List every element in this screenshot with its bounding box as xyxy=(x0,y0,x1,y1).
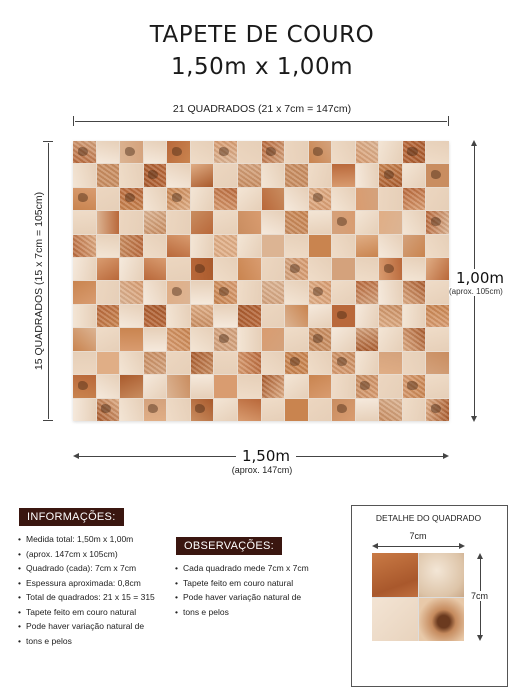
rug-tile xyxy=(262,188,285,210)
rug-tile xyxy=(285,211,308,233)
rug-tile xyxy=(238,281,261,303)
rug-tile xyxy=(144,281,167,303)
rug-tile xyxy=(238,141,261,163)
rug-tile xyxy=(379,258,402,280)
detail-arrow-left-icon xyxy=(372,543,378,549)
info-list xyxy=(18,532,168,648)
rug-tile xyxy=(120,375,143,397)
info-item: • Pode haver variação natural de xyxy=(18,619,168,634)
rug-tile xyxy=(356,352,379,374)
rug-tile xyxy=(238,328,261,350)
rug-tile xyxy=(379,281,402,303)
rug-tile xyxy=(144,305,167,327)
top-dimension-line xyxy=(75,121,447,122)
rug-tile xyxy=(144,188,167,210)
rug-tile xyxy=(332,375,355,397)
rug-tile xyxy=(356,211,379,233)
rug-tile xyxy=(262,141,285,163)
rug-tile xyxy=(426,305,449,327)
rug-tile xyxy=(97,375,120,397)
rug-tile xyxy=(403,281,426,303)
rug-tile xyxy=(309,328,332,350)
info-heading: INFORMAÇÕES: xyxy=(19,508,124,526)
rug-tile xyxy=(379,188,402,210)
rug-tile xyxy=(356,328,379,350)
rug-tile xyxy=(403,305,426,327)
rug-tile xyxy=(97,281,120,303)
rug-tile xyxy=(73,141,96,163)
observation-item: • Pode haver variação natural de xyxy=(175,590,335,605)
rug-tile xyxy=(144,258,167,280)
width-arrow-right-icon xyxy=(443,453,449,459)
rug-tile xyxy=(403,235,426,257)
rug-tile xyxy=(97,352,120,374)
rug-tile xyxy=(144,375,167,397)
rug-tile xyxy=(73,164,96,186)
rug-tile xyxy=(332,235,355,257)
detail-tile xyxy=(372,553,418,597)
side-dimension-line xyxy=(48,143,49,419)
rug-tile xyxy=(97,399,120,421)
rug-tile xyxy=(238,188,261,210)
rug-tile xyxy=(426,375,449,397)
rug-tile xyxy=(379,141,402,163)
rug-tile xyxy=(262,375,285,397)
rug-tile xyxy=(403,328,426,350)
rug-tile xyxy=(120,188,143,210)
rug-tile xyxy=(214,141,237,163)
rug-tile xyxy=(238,375,261,397)
rug-tile xyxy=(379,164,402,186)
detail-width-line xyxy=(377,546,459,547)
rug-tile xyxy=(403,352,426,374)
rug-tile xyxy=(167,211,190,233)
rug-tile xyxy=(309,352,332,374)
rug-tile xyxy=(332,141,355,163)
rug-tile xyxy=(97,328,120,350)
rug-tile xyxy=(167,188,190,210)
observations-heading: OBSERVAÇÕES: xyxy=(176,537,282,555)
rug-tile xyxy=(426,328,449,350)
rug-tile xyxy=(144,235,167,257)
rug-tile xyxy=(332,399,355,421)
rug-tile xyxy=(167,399,190,421)
rug-tile xyxy=(73,375,96,397)
rug-tile xyxy=(73,188,96,210)
rug-tile xyxy=(285,375,308,397)
rug-tile xyxy=(214,211,237,233)
rug-tile xyxy=(191,188,214,210)
rug-tile xyxy=(309,164,332,186)
rug-tile xyxy=(214,235,237,257)
height-arrow-up-icon xyxy=(471,140,477,146)
rug-tile xyxy=(356,141,379,163)
detail-square-sample xyxy=(372,553,464,641)
rug-tile xyxy=(238,258,261,280)
height-value: 1,00m xyxy=(456,269,505,287)
rug-tile xyxy=(379,305,402,327)
rug-tile xyxy=(426,164,449,186)
height-approx: (aprox. 105cm) xyxy=(449,287,503,296)
page-title: TAPETE DE COURO xyxy=(149,22,375,48)
rug-tile xyxy=(309,281,332,303)
height-arrow-down-icon xyxy=(471,416,477,422)
rug-tile xyxy=(191,211,214,233)
rug-tile xyxy=(379,352,402,374)
rug-tile xyxy=(144,328,167,350)
info-item: • Espessura aproximada: 0,8cm xyxy=(18,576,168,591)
rug-checkerboard xyxy=(73,141,449,421)
rug-tile xyxy=(73,258,96,280)
rug-tile xyxy=(97,164,120,186)
rug-tile xyxy=(379,235,402,257)
rug-tile xyxy=(332,352,355,374)
rug-tile xyxy=(309,141,332,163)
rug-tile xyxy=(167,235,190,257)
rug-tile xyxy=(120,305,143,327)
detail-height-label: 7cm xyxy=(471,591,489,601)
rug-tile xyxy=(356,258,379,280)
rug-tile xyxy=(403,211,426,233)
detail-tile xyxy=(372,598,418,642)
rug-tile xyxy=(262,328,285,350)
rug-tile xyxy=(356,164,379,186)
width-value: 1,50m xyxy=(236,447,296,465)
info-item: • Medida total: 1,50m x 1,00m xyxy=(18,532,168,547)
rug-tile xyxy=(73,352,96,374)
rug-tile xyxy=(120,164,143,186)
rug-tile xyxy=(426,258,449,280)
rug-tile xyxy=(262,211,285,233)
rug-tile xyxy=(73,305,96,327)
rug-tile xyxy=(120,211,143,233)
rug-tile xyxy=(285,235,308,257)
rug-tile xyxy=(262,164,285,186)
rug-tile xyxy=(426,352,449,374)
rug-tile xyxy=(120,352,143,374)
rug-tile xyxy=(262,235,285,257)
rug-tile xyxy=(426,281,449,303)
rug-tile xyxy=(144,399,167,421)
rug-tile xyxy=(191,235,214,257)
rug-tile xyxy=(403,164,426,186)
rug-tile xyxy=(403,258,426,280)
rug-tile xyxy=(191,305,214,327)
rug-tile xyxy=(214,305,237,327)
rug-tile xyxy=(73,328,96,350)
rug-tile xyxy=(379,328,402,350)
rug-tile xyxy=(332,188,355,210)
rug-tile xyxy=(144,141,167,163)
rug-tile xyxy=(356,375,379,397)
rug-tile xyxy=(332,305,355,327)
detail-arrow-down-icon xyxy=(477,635,483,641)
rug-tile xyxy=(403,141,426,163)
rug-tile xyxy=(238,235,261,257)
rug-tile xyxy=(73,399,96,421)
rug-tile xyxy=(309,399,332,421)
detail-width-label: 7cm xyxy=(409,531,427,541)
rug-tile xyxy=(167,305,190,327)
rug-tile xyxy=(262,352,285,374)
rug-tile xyxy=(285,188,308,210)
info-item: • (aprox. 147cm x 105cm) xyxy=(18,547,168,562)
rug-tile xyxy=(97,258,120,280)
info-item: • Tapete feito em couro natural xyxy=(18,605,168,620)
rug-tile xyxy=(120,328,143,350)
side-dimension-label: 15 QUADRADOS (15 x 7cm = 105cm) xyxy=(33,191,45,371)
observations-list xyxy=(175,561,335,619)
rug-tile xyxy=(285,141,308,163)
detail-arrow-right-icon xyxy=(459,543,465,549)
rug-tile xyxy=(214,164,237,186)
rug-tile xyxy=(262,281,285,303)
rug-tile xyxy=(403,188,426,210)
rug-tile xyxy=(73,211,96,233)
rug-tile xyxy=(332,211,355,233)
width-arrow-left-icon xyxy=(73,453,79,459)
info-item: • Total de quadrados: 21 x 15 = 315 xyxy=(18,590,168,605)
rug-tile xyxy=(97,235,120,257)
rug-tile xyxy=(214,281,237,303)
rug-tile xyxy=(73,281,96,303)
rug-tile xyxy=(191,164,214,186)
rug-tile xyxy=(285,281,308,303)
rug-tile xyxy=(214,375,237,397)
rug-tile xyxy=(191,352,214,374)
observation-item: • Cada quadrado mede 7cm x 7cm xyxy=(175,561,335,576)
rug-tile xyxy=(167,281,190,303)
top-dimension-label: 21 QUADRADOS (21 x 7cm = 147cm) xyxy=(172,103,352,115)
rug-tile xyxy=(97,188,120,210)
rug-tile xyxy=(120,141,143,163)
rug-tile xyxy=(167,328,190,350)
detail-tile xyxy=(419,598,465,642)
rug-tile xyxy=(356,305,379,327)
rug-tile xyxy=(426,211,449,233)
rug-tile xyxy=(167,258,190,280)
rug-tile xyxy=(309,235,332,257)
rug-tile xyxy=(167,352,190,374)
rug-tile xyxy=(191,281,214,303)
rug-tile xyxy=(120,235,143,257)
rug-tile xyxy=(403,399,426,421)
rug-tile xyxy=(167,141,190,163)
rug-tile xyxy=(262,305,285,327)
rug-tile xyxy=(332,164,355,186)
rug-tile xyxy=(426,399,449,421)
rug-tile xyxy=(262,258,285,280)
rug-tile xyxy=(214,258,237,280)
rug-tile xyxy=(214,188,237,210)
rug-tile xyxy=(120,281,143,303)
rug-tile xyxy=(285,352,308,374)
rug-tile xyxy=(285,164,308,186)
rug-tile xyxy=(309,305,332,327)
rug-tile xyxy=(144,164,167,186)
rug-tile xyxy=(214,352,237,374)
rug-tile xyxy=(379,399,402,421)
rug-tile xyxy=(426,141,449,163)
info-item: • tons e pelos xyxy=(18,634,168,649)
rug-tile xyxy=(97,141,120,163)
rug-tile xyxy=(120,258,143,280)
rug-tile xyxy=(332,258,355,280)
rug-tile xyxy=(73,235,96,257)
rug-tile xyxy=(379,375,402,397)
observation-item: • Tapete feito em couro natural xyxy=(175,576,335,591)
rug-tile xyxy=(214,399,237,421)
info-item: • Quadrado (cada): 7cm x 7cm xyxy=(18,561,168,576)
rug-tile xyxy=(238,352,261,374)
rug-tile xyxy=(285,305,308,327)
rug-tile xyxy=(426,188,449,210)
rug-tile xyxy=(285,328,308,350)
rug-tile xyxy=(238,399,261,421)
rug-tile xyxy=(379,211,402,233)
rug-tile xyxy=(214,328,237,350)
rug-tile xyxy=(191,328,214,350)
rug-tile xyxy=(403,375,426,397)
rug-tile xyxy=(191,258,214,280)
width-approx: (aprox. 147cm) xyxy=(231,465,293,475)
rug-tile xyxy=(332,328,355,350)
rug-tile xyxy=(191,399,214,421)
rug-tile xyxy=(426,235,449,257)
rug-tile xyxy=(332,281,355,303)
rug-tile xyxy=(144,211,167,233)
detail-tile xyxy=(419,553,465,597)
detail-heading: DETALHE DO QUADRADO xyxy=(375,513,482,523)
top-dimension-tick-right xyxy=(448,116,449,126)
page-subtitle-size: 1,50m x 1,00m xyxy=(171,54,353,80)
rug-tile xyxy=(144,352,167,374)
rug-tile xyxy=(97,211,120,233)
rug-tile xyxy=(356,188,379,210)
rug-tile xyxy=(309,211,332,233)
rug-tile xyxy=(97,305,120,327)
rug-tile xyxy=(238,211,261,233)
rug-tile xyxy=(238,305,261,327)
rug-tile xyxy=(309,188,332,210)
rug-tile xyxy=(356,281,379,303)
rug-tile xyxy=(167,164,190,186)
detail-arrow-up-icon xyxy=(477,553,483,559)
rug-tile xyxy=(356,235,379,257)
rug-tile xyxy=(167,375,190,397)
top-dimension-tick-left xyxy=(73,116,74,126)
rug-tile xyxy=(120,399,143,421)
rug-tile xyxy=(191,141,214,163)
rug-tile xyxy=(309,258,332,280)
rug-tile xyxy=(262,399,285,421)
rug-tile xyxy=(285,258,308,280)
observation-item: • tons e pelos xyxy=(175,605,335,620)
rug-tile xyxy=(238,164,261,186)
rug-tile xyxy=(309,375,332,397)
rug-tile xyxy=(191,375,214,397)
rug-tile xyxy=(356,399,379,421)
rug-tile xyxy=(285,399,308,421)
